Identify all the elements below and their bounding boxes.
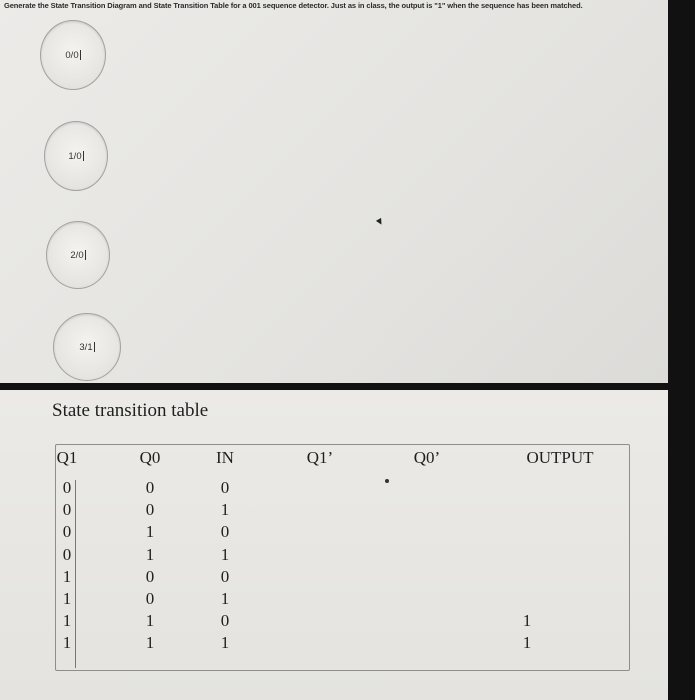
state-label-1: 1/0	[68, 150, 82, 162]
table-cell: 1	[145, 633, 155, 653]
stray-dot	[385, 479, 389, 483]
table-cell: 0	[220, 566, 230, 586]
header-output: OUTPUT	[526, 448, 594, 467]
table-cell: 1	[62, 611, 72, 631]
table-cell: 1	[220, 589, 230, 608]
header-in: IN	[216, 448, 234, 467]
table-cell: 1	[145, 522, 155, 542]
table-cell: 0	[145, 589, 155, 608]
table-cell: 1	[145, 544, 155, 564]
state-label-2: 2/0	[70, 249, 84, 261]
table-cell: 0	[62, 478, 72, 497]
table-cell: 0	[220, 611, 230, 631]
text-cursor-icon	[80, 50, 81, 60]
table-cell: 0	[145, 566, 155, 586]
header-q0-next: Q0’	[413, 448, 441, 467]
state-node-1[interactable]	[44, 121, 108, 191]
table-cell: 1	[145, 611, 155, 631]
table-cell: 1	[220, 633, 230, 653]
table-cell: 0	[62, 500, 72, 520]
table-cell: 0	[62, 544, 72, 564]
table-cell: 1	[220, 544, 230, 564]
table-title: State transition table	[52, 400, 209, 421]
state-label-0: 0/0	[65, 49, 79, 61]
table-cell: 1	[522, 611, 532, 631]
table-cell: 0	[145, 478, 155, 497]
table-cell: 0	[145, 500, 155, 520]
table-cell: 0	[220, 478, 230, 497]
state-node-0[interactable]	[40, 20, 106, 90]
mouse-pointer-icon	[376, 218, 384, 226]
table-cell: 1	[220, 500, 230, 520]
table-cell: 1	[62, 633, 72, 653]
state-node-3[interactable]	[53, 313, 121, 381]
header-q1-next: Q1’	[306, 448, 334, 467]
header-q0: Q0	[139, 448, 161, 467]
text-cursor-icon	[94, 342, 95, 352]
table-page	[0, 390, 668, 700]
table-cell: 1	[522, 633, 532, 653]
table-cell: 0	[62, 522, 72, 542]
instructions-header: Generate the State Transition Diagram and State Transition Table for a 001 sequence detector. Just as in class, the output is "1" when the sequence has been matched.	[4, 1, 583, 10]
text-cursor-icon	[83, 151, 84, 161]
table-cell: 1	[62, 589, 72, 608]
table-cell: 0	[220, 522, 230, 542]
state-label-3: 3/1	[79, 341, 93, 353]
table-cell: 1	[62, 566, 72, 586]
header-q1: Q1	[56, 448, 78, 467]
state-node-2[interactable]	[46, 221, 110, 289]
text-cursor-icon	[85, 250, 86, 260]
